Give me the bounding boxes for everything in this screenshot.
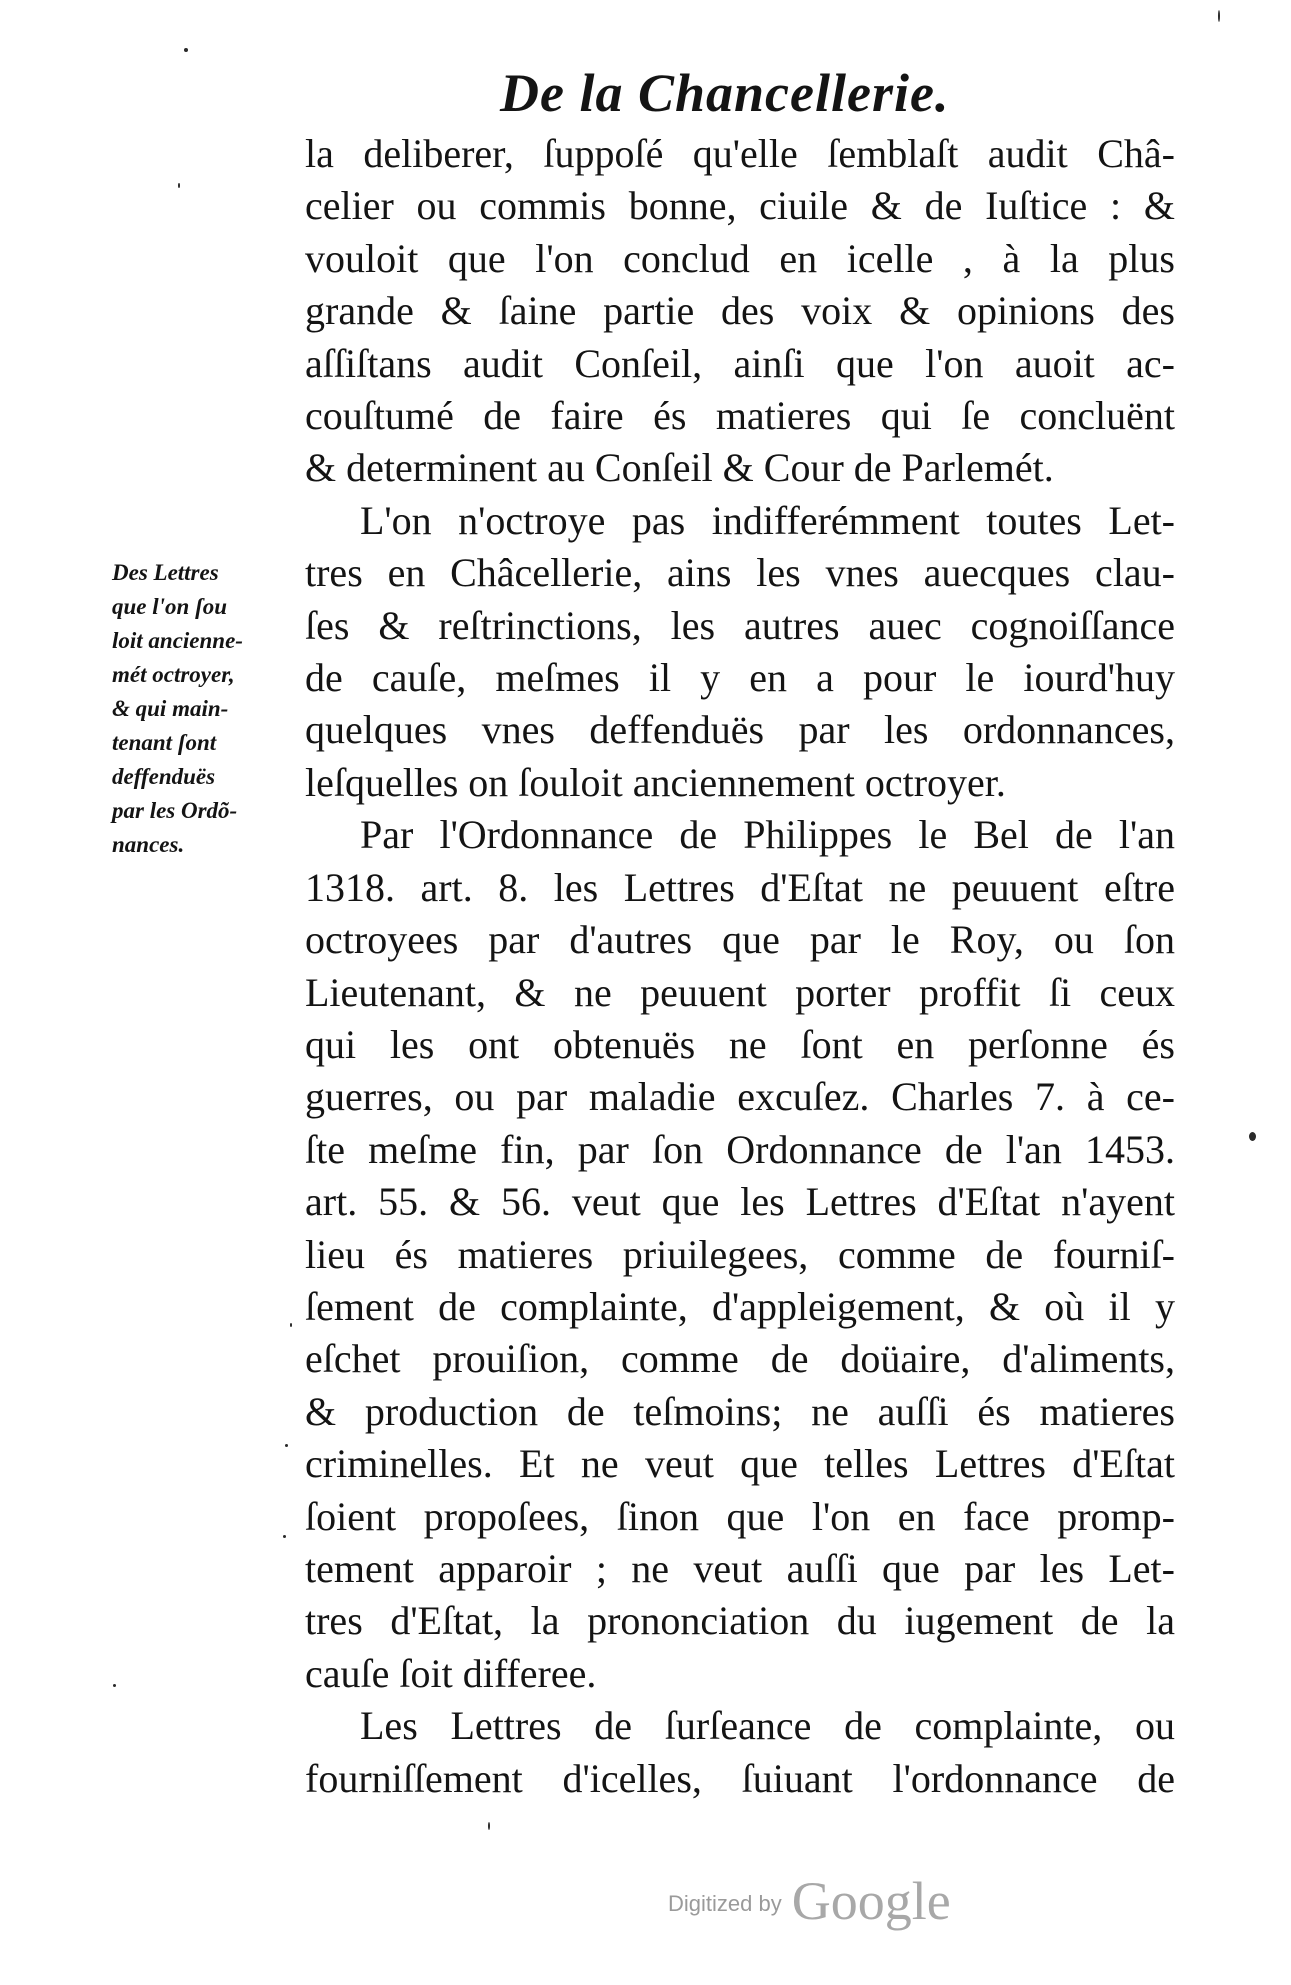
text-line: ſoient propoſees, ſinon que l'on en face promp- [305,1493,1175,1539]
marginal-note-line: loit anciennе- [112,628,243,653]
text-line: de cauſe, meſmes il y en a pour le iourd'huy [305,655,1175,701]
ink-speck [1218,10,1220,22]
text-line: tement apparoir ; ne veut auſſi que par les Let- [305,1545,1175,1591]
text-line: ſement de complainte, d'appleigement, & où il y [305,1283,1175,1329]
ink-speck [113,1684,116,1687]
text-line: quelques vnes deffenduës par les ordonnances, [305,707,1175,753]
marginal-note-line: tenant ſont [112,730,217,755]
marginal-note-line: mét octroyer, [112,662,235,687]
text-line: art. 55. & 56. veut que les Lettres d'Eſtat n'ayent [305,1179,1175,1225]
marginal-note-line: Des Lettres [112,560,219,585]
marginal-note-line: deffenduës [112,764,216,789]
ink-speck [184,48,188,52]
watermark-prefix: Digitized by [668,1891,782,1916]
text-line: leſquelles on ſouloit anciennement octroyer. [305,759,1006,805]
text-line: Lieutenant, & ne peuuent porter proffit ſi ceux [305,969,1175,1015]
text-line: la deliberer, ſuppoſé qu'elle ſemblaſt audit Châ- [305,131,1175,176]
digitized-by-google-watermark [668,1870,998,1940]
text-line: guerres, ou par maladie excuſez. Charles 7. à ce- [305,1074,1175,1120]
text-line: couſtumé de faire és matieres qui ſe concluënt [305,393,1175,439]
ink-speck [290,1323,292,1327]
text-line: ſte meſme fin, par ſon Ordonnance de l'an 1453. [305,1126,1175,1172]
text-line: vouloit que l'on conclud en icelle , à la plus [305,235,1175,281]
paragraph-start-line: L'on n'octroye pas indifferémment toutes Let- [360,497,1175,543]
google-logo: Google [791,1871,951,1931]
paragraph-start-line: Les Lettres de ſurſeance de complainte, ou [360,1703,1175,1749]
main-text-block [305,128,1175,1805]
ink-speck [1249,1132,1256,1141]
marginal-note-line: par les Ordõ- [112,798,238,823]
text-line: criminelles. Et ne veut que telles Lettres d'Eſtat [305,1441,1175,1487]
text-line: tres en Châcellerie, ains les vnes auecques clau- [305,550,1175,596]
text-line: tres d'Eſtat, la prononciation du iugement de la [305,1598,1175,1644]
text-line: celier ou commis bonne, ciuile & de Iuſtice : & [305,183,1175,229]
text-line: octroyees par d'autres que par le Roy, ou ſon [305,917,1175,963]
marginal-note-line: que l'on ſou [112,594,228,619]
text-line: & production de teſmoins; ne auſſi és matieres [305,1388,1175,1434]
ink-speck [283,1535,286,1538]
text-line: ſes & reſtrinctions, les autres auec cognoiſſance [305,602,1175,648]
ink-speck [178,183,180,188]
text-line: aſſiſtans audit Conſeil, ainſi que l'on auoit ac- [305,340,1175,386]
running-head: De la Chancellerie. [500,63,950,123]
text-line: qui les ont obtenuës ne ſont en perſonne és [305,1021,1175,1067]
text-line: fourniſſement d'icelles, ſuiuant l'ordonnance de [305,1755,1175,1801]
text-line: lieu és matieres priuilegees, comme de fourniſ- [305,1231,1175,1277]
ink-speck [285,1444,288,1447]
marginal-note-line: nances. [112,832,185,857]
text-line: & determinent au Conſeil & Cour de Parlemét. [305,445,1054,491]
text-line: eſchet prouiſion, comme de doüaire, d'aliments, [305,1336,1175,1382]
text-line: 1318. art. 8. les Lettres d'Eſtat ne peuuent eſtre [305,864,1175,910]
text-line: cauſe ſoit differee. [305,1650,597,1696]
paragraph-start-line: Par l'Ordonnance de Philippes le Bel de l'an [360,812,1175,858]
ink-speck [488,1822,490,1830]
text-line: grande & ſaine partie des voix & opinions des [305,288,1175,334]
marginal-note-line: & qui main- [112,696,229,721]
marginal-note [112,556,302,862]
